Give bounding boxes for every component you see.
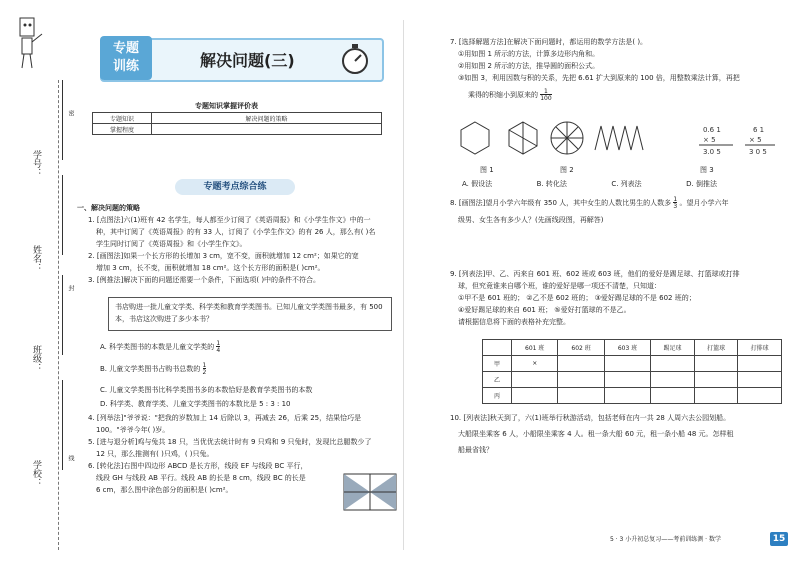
table-cell[interactable] (738, 388, 782, 404)
text-line: 6. [转化法]右图中四边形 ABCD 是长方形，线段 EF 与线段 BC 平行， (88, 462, 308, 470)
q3-option-b: B. 儿童文学类图书占购书总数的 $\frac{1}{2}$ (100, 362, 207, 376)
eval-cell: 掌握程度 (93, 124, 152, 135)
table-cell[interactable] (558, 388, 604, 404)
topic-badge: 专题 训练 (100, 36, 152, 80)
text-line: ①用如图 1 所示的方法，计算多边形内角和。 (458, 50, 600, 58)
section-heading: 一、解决问题的策略 (77, 204, 140, 212)
table-cell[interactable] (651, 388, 695, 404)
questions-4-6 (88, 412, 372, 496)
q7-figures (455, 118, 785, 162)
table-header: 603 班 (604, 340, 650, 356)
text-line: 9. [列表法]甲、乙、丙来自 601 班、602 班或 603 班，他们的爱好是踢足球、打篮球或打排 (450, 270, 740, 278)
q3-option-c: C. 儿童文学类图书比科学类图书多的本数恰好是教育学类图书的本数 (100, 386, 313, 394)
text-line: 船最省钱？ (458, 446, 493, 454)
fig3-label: 图 3 (700, 166, 714, 174)
question-9 (450, 268, 740, 328)
mascot-illustration (8, 12, 48, 72)
question-7 (450, 36, 740, 102)
svg-text:× 5: × 5 (703, 136, 716, 144)
text-line: 4. [列举法]"爷爷说："把我的岁数加上 14 后除以 3，再减去 26，后乘 25，结果恰巧是 (88, 414, 362, 422)
text-line: 请根据信息将下面的表格补充完整。 (458, 318, 570, 326)
table-cell[interactable] (558, 372, 604, 388)
table-cell[interactable] (738, 372, 782, 388)
text-line: 10. [列表法]秋天到了，六(1)班举行秋游活动，包括老师在内一共 28 人周六去公园划船。 (450, 414, 731, 422)
option-b[interactable]: B. 转化法 (536, 180, 567, 188)
table-row (483, 388, 782, 404)
table-header: 602 班 (558, 340, 604, 356)
name-label: 姓名： (31, 245, 41, 272)
text-line: 7. [选择解题方法]在解决下面问题时，都运用的数学方法是( )。 (450, 38, 648, 46)
rearranged-circle-figure (595, 126, 643, 150)
table-cell[interactable] (604, 388, 650, 404)
table-cell[interactable] (604, 372, 650, 388)
option-a[interactable]: A. 假设法 (462, 180, 493, 188)
fraction: $\frac{1}{2}$ (202, 362, 207, 376)
table-cell[interactable] (558, 356, 604, 372)
table-header: 打篮球 (694, 340, 738, 356)
eval-cell: 解决问题的策略 (152, 113, 382, 124)
table-cell[interactable] (512, 372, 558, 388)
cut-mark-xian: 线 (67, 455, 74, 461)
school-field[interactable] (62, 380, 63, 470)
table-cell[interactable] (694, 372, 738, 388)
text-line: 线段 GH 与线段 AB 平行。线段 AB 的长是 8 cm，线段 BC 的长是 (96, 474, 306, 482)
section-banner: 专题考点综合练 (175, 179, 295, 195)
q3-option-d: D. 科学类、教育学类、儿童文学类图书的本数比是 5 : 3 : 10 (100, 400, 291, 408)
student-id-field[interactable] (62, 80, 63, 160)
text-line: 1. [点图法]六(1)班有 42 名学生，每人都至少订阅了《英语周报》和《小学生作文》中的一 (88, 216, 371, 224)
q3-option-a: A. 科学类图书的本数是儿童文学类的 $\frac{1}{4}$ (100, 340, 221, 354)
text-line: 8. [画图法]望月小学六年级有 350 人，其中女生的人数比男生的人数多 $\frac{1}{3}$ 。望月小学六年 (450, 196, 729, 210)
table-header: 601 班 (512, 340, 558, 356)
text-line: 大船限坐乘客 6 人，小船限坐乘客 4 人。租一条大船 60 元，租一条小船 48 元。怎样租 (458, 430, 734, 438)
eval-cell: 专题知识 (93, 113, 152, 124)
row-label: 丙 (483, 388, 512, 404)
table-cell[interactable] (651, 356, 695, 372)
text-line: 3. [例推法]解决下面的问题还需要一个条件，下面选项( )中的条件不符合。 (88, 276, 321, 284)
cut-mark-mi: 密 (67, 110, 74, 116)
table-cell[interactable] (694, 388, 738, 404)
footer-text: 5 · 3 小升初总复习——考前训练测 · 数学 (610, 536, 721, 543)
text-line: 6 cm，那么图中涂色部分的面积是( )cm²。 (96, 486, 233, 494)
name-field[interactable] (62, 175, 63, 255)
question-8 (450, 196, 728, 226)
question-1 (88, 214, 375, 286)
fraction: $\frac{1}{100}$ (540, 88, 552, 102)
option-d[interactable]: D. 倒推法 (686, 180, 717, 188)
text-line: 5. [进与退分析]鸡与兔共 18 只，当优优去统计时有 9 只鸡和 9 只兔时，发现比总腿数少了 (88, 438, 372, 446)
table-header: 打排球 (738, 340, 782, 356)
table-row (483, 372, 782, 388)
text-line: ②用如图 2 所示的方法，推导圆的面积公式。 (458, 62, 600, 70)
cut-mark-feng: 封 (67, 285, 74, 291)
text-line: 球，但究竟谁来自哪个班，谁的爱好是哪一项还不清楚，只知道： (458, 282, 661, 290)
option-c[interactable]: C. 列表法 (611, 180, 642, 188)
eval-table (92, 112, 382, 135)
text-line: 2. [画图法]如果一个长方形的长增加 3 cm，宽不变，面积就增加 12 cm²；如果它的宽 (88, 252, 359, 260)
quote-text: 书店购进一批儿童文学类、科学类和教育学类图书。已知儿童文学类图书最多，有 500 本，书店这次购进了多少本书？ (115, 303, 383, 323)
class-label: 班级： (31, 345, 41, 372)
text-line: ④爱好踢足球的来自 601 班； ⑤爱好打篮球的不是乙。 (458, 306, 631, 314)
cut-line (58, 80, 59, 550)
table-cell[interactable] (694, 356, 738, 372)
rectangle-figure (340, 470, 400, 514)
row-label: 乙 (483, 372, 512, 388)
sports-table (482, 339, 782, 404)
fraction: $\frac{1}{3}$ (673, 196, 678, 210)
question-10 (450, 412, 734, 456)
text-line: 乘得的积缩小到原来的 $\frac{1}{100}$ (468, 88, 552, 102)
text-line: 100。"爷爷今年( )岁。 (96, 426, 170, 434)
stopwatch-icon (338, 42, 372, 76)
text-line: 增加 3 cm，长不变，面积就增加 18 cm²。这个长方形的面积是( )cm²。 (96, 264, 325, 272)
table-cell[interactable] (604, 356, 650, 372)
hexagon-figure (461, 122, 489, 154)
class-field[interactable] (62, 275, 63, 355)
page-number: 15 (770, 532, 788, 546)
fig1-label: 图 1 (480, 166, 494, 174)
eval-input-cell[interactable] (152, 124, 382, 135)
svg-text:6 1: 6 1 (753, 126, 765, 134)
table-cell[interactable] (738, 356, 782, 372)
text-line: ③如图 3，利用因数与积的关系，先把 6.61 扩大到原来的 100 倍，用整数乘法计算，再把 (458, 74, 740, 82)
fig2-label: 图 2 (560, 166, 574, 174)
row-label: 甲 (483, 356, 512, 372)
q7-options (462, 178, 717, 190)
text-line: 种，其中订阅了《英语周报》的有 33 人，订阅了《小学生作文》的有 26 人，那么有( )名 (96, 228, 376, 236)
table-cell[interactable]: × (512, 356, 558, 372)
page-title: 解决问题(三) (200, 51, 295, 70)
table-cell[interactable] (512, 388, 558, 404)
text-line: 级男、女生各有多少人？(先画线段图，再解答) (458, 216, 604, 224)
svg-text:3 0 5: 3 0 5 (749, 148, 767, 156)
svg-text:× 5: × 5 (749, 136, 762, 144)
quote-box (108, 297, 392, 331)
student-id-label: 学号： (31, 150, 41, 177)
text-line: ①甲不是 601 班的； ②乙不是 602 班的； ③爱好踢足球的不是 602 班的； (458, 294, 696, 302)
svg-text:0.6 1: 0.6 1 (703, 126, 721, 134)
table-header: 踢足球 (651, 340, 695, 356)
table-cell[interactable] (651, 372, 695, 388)
text-line: 12 只，那么推测有( )只鸡，( )只兔。 (96, 450, 214, 458)
text-line: 学生同时订阅了《英语周报》和《小学生作文》。 (96, 240, 247, 248)
eval-table-caption: 专题知识掌握评价表 (195, 102, 258, 110)
table-row (483, 356, 782, 372)
svg-text:3.0 5: 3.0 5 (703, 148, 721, 156)
school-label: 学校： (31, 460, 41, 487)
fraction: $\frac{1}{4}$ (216, 340, 221, 354)
table-header (483, 340, 512, 356)
page-divider (403, 20, 404, 550)
